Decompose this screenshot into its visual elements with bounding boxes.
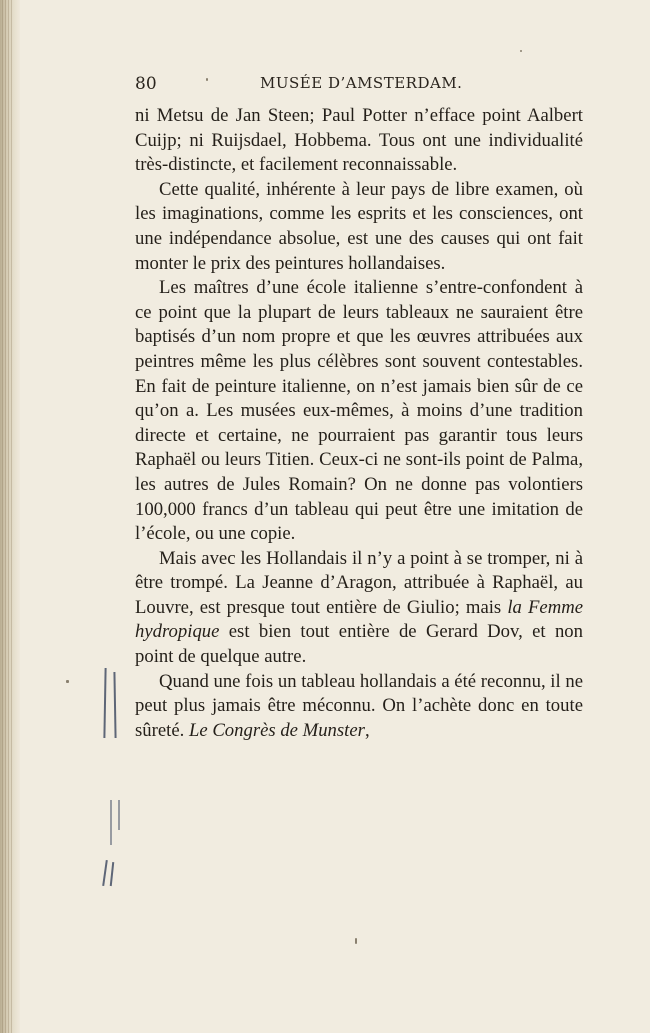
paragraph-2 — [135, 178, 583, 276]
paragraph-1-text: ni Metsu de Jan Steen; Paul Potter n’efface point Aalbert Cuijp; ni Ruijsdael, Hobbema. Tous ont une individualité très-distincte, et facilement reconnaissable. — [135, 105, 583, 176]
page-gutter-edge — [0, 0, 20, 1033]
margin-pencil-mark — [110, 862, 114, 886]
paper-speck — [355, 938, 357, 944]
paragraph-3-text: Les maîtres d’une école italienne s’entre-confondent à ce point que la plupart de leurs tableaux ne sauraient être baptisés d’un nom propre et que les œuvres attribuées aux peintres même les plus célèbres sont souvent contestables. En fait de peinture italienne, on n’est jamais bien sûr de ce qu’on a. Les musées eux-mêmes, à moins d’une tradition directe et certaine, ne pourraient pas garantir tous leurs Raphaël ou leurs Titien. Ceux-ci ne sont-ils point de Palma, les autres de Jules Romain? On ne donne pas volontiers 100,000 francs d’un tableau qui peut être une imitation de l’école, ou une copie. — [135, 277, 583, 545]
margin-pencil-mark — [110, 800, 112, 845]
paper-speck — [66, 680, 69, 683]
page-body — [135, 104, 583, 743]
paper-speck — [206, 78, 208, 81]
paragraph-4-text-after: est bien tout entière de Gerard Dov, et non point de quelque autre. — [135, 621, 583, 668]
paragraph-3 — [135, 276, 583, 547]
page-edge-texture — [2, 0, 12, 1033]
margin-pencil-mark — [113, 672, 116, 738]
running-head: MUSÉE D’AMSTERDAM. — [260, 74, 463, 92]
paper-speck — [520, 50, 522, 52]
paragraph-5-text-after: , — [364, 719, 370, 741]
paragraph-5-italic-title: Le Congrès de Munster — [188, 719, 365, 741]
paragraph-4 — [135, 547, 583, 670]
paragraph-4-italic-title: la Femme hydropique — [135, 596, 583, 643]
paragraph-5 — [135, 670, 583, 744]
page-number: 80 — [135, 74, 157, 94]
margin-pencil-mark — [103, 668, 106, 738]
paragraph-5-text-before: Quand une fois un tableau hollandais a été reconnu, il ne peut plus jamais être méconnu. On l’achète donc en toute sûreté. — [135, 670, 583, 741]
paragraph-4-text-before: Mais avec les Hollandais il n’y a point à se tromper, ni à être trompé. La Jeanne d’Aragon, attribuée à Raphaël, au Louvre, est presque tout entière de Giulio; mais — [135, 547, 583, 618]
page-header — [135, 74, 583, 98]
paragraph-2-text: Cette qualité, inhérente à leur pays de libre examen, où les imaginations, comme les esprits et les consciences, ont une indépendance absolue, est une des causes qui ont fait monter le prix des peintures hollandaises. — [135, 178, 583, 274]
margin-pencil-mark — [118, 800, 120, 830]
margin-pencil-mark — [102, 860, 107, 886]
paragraph-1 — [135, 104, 583, 178]
